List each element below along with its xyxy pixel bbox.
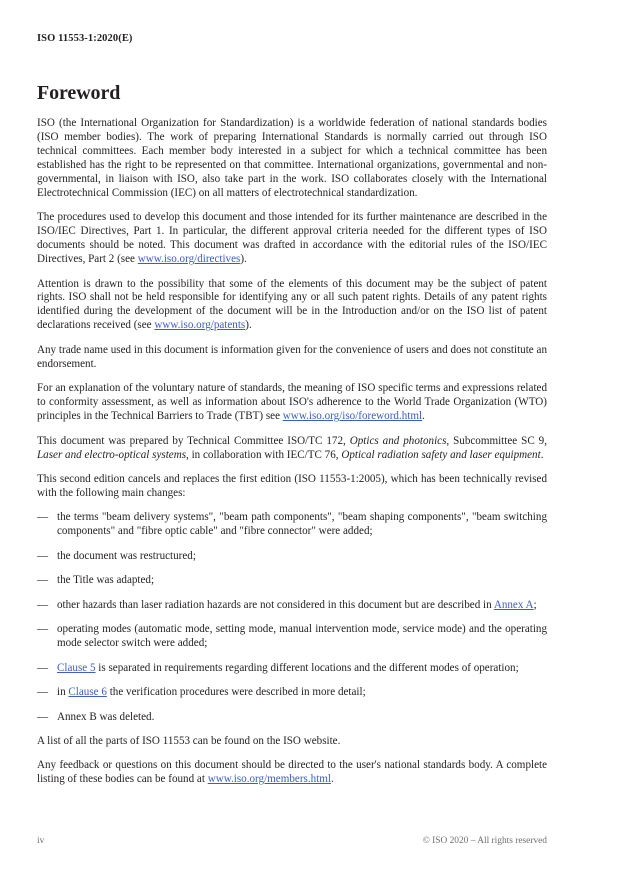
foreword-body [37, 117, 547, 787]
list-item-text: the terms "beam delivery systems", "beam path components", "beam shaping components", "beam switching components" and "fibre optic cable" and "fibre connector" were added; [57, 511, 547, 538]
em-dash-bullet-icon: — [37, 549, 49, 562]
paragraph-voluntary-text-after: . [422, 410, 425, 423]
link-clause-6[interactable]: Clause 6 [68, 686, 107, 699]
copyright-notice: © ISO 2020 – All rights reserved [422, 836, 547, 846]
paragraph-committee [37, 435, 547, 463]
committee-title-laser-and-electro-optical-systems: Laser and electro-optical systems [37, 448, 187, 461]
paragraph-feedback-text-after: . [330, 773, 334, 786]
list-item [37, 599, 547, 613]
link-iso-patents[interactable]: www.iso.org/patents [154, 319, 246, 332]
link-clause-5[interactable]: Clause 5 [57, 661, 96, 674]
list-item-text: Annex B was deleted. [57, 710, 155, 723]
list-item-text [57, 662, 547, 676]
em-dash-bullet-icon: — [37, 511, 49, 524]
page-title: Foreword [37, 82, 121, 104]
page-footer [37, 836, 547, 846]
page-number: iv [37, 836, 45, 846]
list-item-text-after: ; [533, 598, 537, 611]
list-item-text [57, 599, 547, 613]
list-item [37, 711, 547, 725]
em-dash-bullet-icon: — [37, 686, 49, 699]
paragraph-patent-rights [37, 278, 547, 334]
list-item [37, 511, 547, 539]
list-item [37, 662, 547, 676]
list-item [37, 686, 547, 700]
committee-text-d: . [540, 448, 544, 461]
paragraph-trade-name: Any trade name used in this document is information given for the convenience of users and does not constitute an endorsement. [37, 343, 547, 370]
committee-title-optics-and-photonics: Optics and photonics [349, 434, 447, 447]
list-item-text [57, 686, 547, 700]
paragraph-second-edition: This second edition cancels and replaces the first edition (ISO 11553-1:2005), which has been technically revised with the following main changes: [37, 473, 547, 499]
em-dash-bullet-icon: — [37, 598, 49, 611]
em-dash-bullet-icon: — [37, 574, 49, 587]
paragraph-procedures-text-after: ). [240, 253, 247, 266]
committee-text-a: This document was prepared by Technical Committee ISO/TC 172, [37, 434, 350, 447]
list-item-text-after: the verification procedures were described in more detail; [106, 686, 366, 699]
em-dash-bullet-icon: — [37, 710, 49, 723]
paragraph-patent-text-after: ). [245, 319, 252, 332]
link-iso-directives[interactable]: www.iso.org/directives [137, 253, 241, 266]
em-dash-bullet-icon: — [37, 661, 49, 674]
link-iso-foreword[interactable]: www.iso.org/iso/foreword.html [282, 410, 423, 423]
list-item [37, 623, 547, 651]
list-item-text-after: is separated in requirements regarding different locations and the different modes of operation; [95, 661, 519, 674]
paragraph-procedures [37, 211, 547, 267]
paragraph-patent-text-before: Attention is drawn to the possibility that some of the elements of this document may be the subject of patent rights. ISO shall not be held responsible for identifying any or all such patent rights. Details of any patent rights identified during the development of the document will be in the Introduction and/or on the ISO list of patent declarations received (see [37, 277, 547, 332]
list-item-text-before: other hazards than laser radiation hazards are not considered in this document but are described in [57, 598, 494, 611]
changes-list [37, 511, 547, 724]
list-item [37, 550, 547, 564]
list-item-text: the Title was adapted; [57, 574, 155, 587]
committee-text-b: , Subcommittee SC 9, [446, 434, 547, 447]
list-item-text-before: in [57, 686, 69, 699]
paragraph-voluntary-text-before: For an explanation of the voluntary nature of standards, the meaning of ISO specific terms and expressions related to conformity assessment, as well as information about ISO's adherence to the World Trade Organization (WTO) principles in the Technical Barriers to Trade (TBT) see [37, 382, 547, 423]
paragraph-iso-definition: ISO (the International Organization for Standardization) is a worldwide federation of national standards bodies (ISO member bodies). The work of preparing International Standards is normally carried out through ISO technical committees. Each member body interested in a subject for which a technical committee has been established has the right to be represented on that committee. International organizations, governmental and non-governmental, in liaison with ISO, also take part in the work. ISO collaborates closely with the International Electrotechnical Commission (IEC) on all matters of electrotechnical standardization. [37, 117, 547, 199]
document-header-id: ISO 11553-1:2020(E) [37, 33, 133, 44]
link-iso-members[interactable]: www.iso.org/members.html [207, 773, 331, 786]
paragraph-parts-list: A list of all the parts of ISO 11553 can be found on the ISO website. [37, 734, 341, 747]
list-item-text: the document was restructured; [57, 549, 196, 562]
link-annex-a[interactable]: Annex A [493, 598, 534, 611]
committee-text-c: , in collaboration with IEC/TC 76, [186, 448, 342, 461]
paragraph-feedback [37, 759, 547, 787]
paragraph-voluntary-nature [37, 382, 547, 424]
committee-title-optical-radiation-safety: Optical radiation safety and laser equipment [341, 448, 541, 461]
list-item-text: operating modes (automatic mode, setting mode, manual intervention mode, service mode) and the operating mode selector switch were added; [57, 623, 547, 650]
paragraph-feedback-text-before: Any feedback or questions on this document should be directed to the user's national standards body. A complete listing of these bodies can be found at [37, 759, 547, 786]
list-item [37, 574, 547, 588]
paragraph-procedures-text-before: The procedures used to develop this document and those intended for its further maintenance are described in the ISO/IEC Directives, Part 1. In particular, the different approval criteria needed for the different types of ISO documents should be noted. This document was drafted in accordance with the editorial rules of the ISO/IEC Directives, Part 2 (see [37, 211, 547, 266]
em-dash-bullet-icon: — [37, 623, 49, 636]
